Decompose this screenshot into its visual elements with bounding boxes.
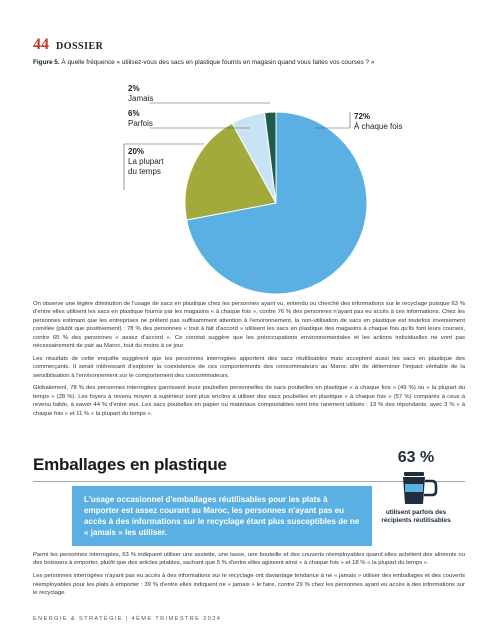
paragraph-5: Les personnes interrogées n'ayant pas eu accès à des informations sur le recyclage ont davantage tendance à ne « jamais » utiliser des emballages et des couverts réemployables pour les plats à emporter : 39 % d'entre elles indiquent ne « jamais » le faire, contre 29 % chez les personnes ayant eu accès à des informations sur le recyclage. — [33, 573, 465, 596]
label-parfois — [128, 109, 153, 129]
stat-caption: utilisent parfois des récipients réutilisables — [381, 509, 451, 525]
figure-caption-text: À quelle fréquence « utilisez-vous des sacs en plastique fournis en magasin quand vous faites vos courses ? » — [61, 59, 375, 66]
label-parfois-pct: 6% — [128, 109, 140, 118]
body-text — [33, 300, 465, 422]
paragraph-1: On observe une légère diminution de l'usage de sacs en plastique chez les personnes ayant vu, entendu ou cherché des informations sur le recyclage puisque 63 % d'entre elles utilisent les sacs en plastique fournis par les magasins « à chaque fois », contre 76 % des personnes n'ayant pas eu accès à ces informations. Chez les personnes estimant que les entreprises ne prêtent pas suffisamment attention à l'environnement, la non-utilisation de sacs en plastique est toutefois inversement corrélée (plutôt que positivement) : 78 % des personnes « tout à fait d'accord » utilisent les sacs en plastique des magasins à chaque fois qu'ils font leurs courses, contre 65 % des personnes « assez d'accord ». Ce constat suggère que les préoccupations environnementales et les actions individuelles ne vont pas nécessairement de pair au Maroc, tout du moins à ce jour. — [33, 301, 465, 349]
section-name: DOSSIER — [56, 41, 104, 52]
pie-chart — [0, 0, 497, 300]
label-jamais — [128, 84, 153, 104]
pie-slices — [185, 112, 367, 294]
label-chaque — [354, 112, 402, 132]
label-chaque-name: À chaque fois — [354, 122, 403, 131]
section-body-text — [33, 551, 465, 602]
label-jamais-pct: 2% — [128, 84, 140, 93]
figure-label: Figure 5. — [33, 59, 60, 66]
label-plupart-line2: du temps — [128, 167, 161, 176]
label-chaque-pct: 72% — [354, 112, 371, 121]
label-plupart-pct: 20% — [128, 147, 145, 156]
paragraph-3: Globalement, 78 % des personnes interrogées garnissent leurs poubelles personnelles de sacs poubelles en plastique « à chaque fois » (49 %) ou « la plupart du temps » (28 %). Les foyers à revenu moyen à supérieur sont plus enclins à utiliser des sacs poubelles en plastique « à chaque fois » (57 %) comparés à ceux à revenu faible, à savoir 44 % d'entre eux. Les sacs poubelles en papier ou matériaux compostables sont très rarement utilisés : 13 % des répondants, avec 3 % « à chaque fois » et 11 % « la plupart du temps ». — [33, 385, 465, 417]
page-number: 44 — [33, 36, 49, 53]
label-plupart-line1: La plupart — [128, 157, 164, 166]
page-footer: ENERGIE & STRATÉGIE | 4ÈME TRIMESTRE 2024 — [33, 616, 222, 622]
section-title: Emballages en plastique — [33, 455, 227, 474]
stat-value: 63 % — [397, 449, 435, 466]
reusable-cup-icon — [392, 470, 442, 506]
callout-box: L'usage occasionnel d'emballages réutilisables pour les plats à emporter est assez courant au Maroc, les personnes n'ayant pas eu accès à des informations sur le recyclage étant plus susceptibles de ne « jamais » les utiliser. — [72, 486, 372, 546]
paragraph-2: Les résultats de cette enquête suggèrent que les personnes interrogées apportent des sacs réutilisables mais acceptent aussi les sacs en plastique des commerçants. Il serait intéressant d'explorer la coexistence de ces comportements des consommateurs au Maroc afin de déterminer l'impact véritable de la sensibilisation à l'environnement sur le comportement des consommateurs. — [33, 355, 465, 379]
label-plupart — [128, 147, 164, 177]
paragraph-4: Parmi les personnes interrogées, 63 % indiquent utiliser une assiette, une tasse, une bouteille et des couverts réemployables quand elles achètent des aliments ou des boissons à emporter, plutôt que des articles jetables, sachant que 5 % d'entre elles agissent ainsi « à chaque fois » et 18 % « la plupart du temps ». — [33, 552, 465, 567]
label-parfois-name: Parfois — [128, 119, 153, 128]
label-jamais-name: Jamais — [128, 94, 154, 103]
